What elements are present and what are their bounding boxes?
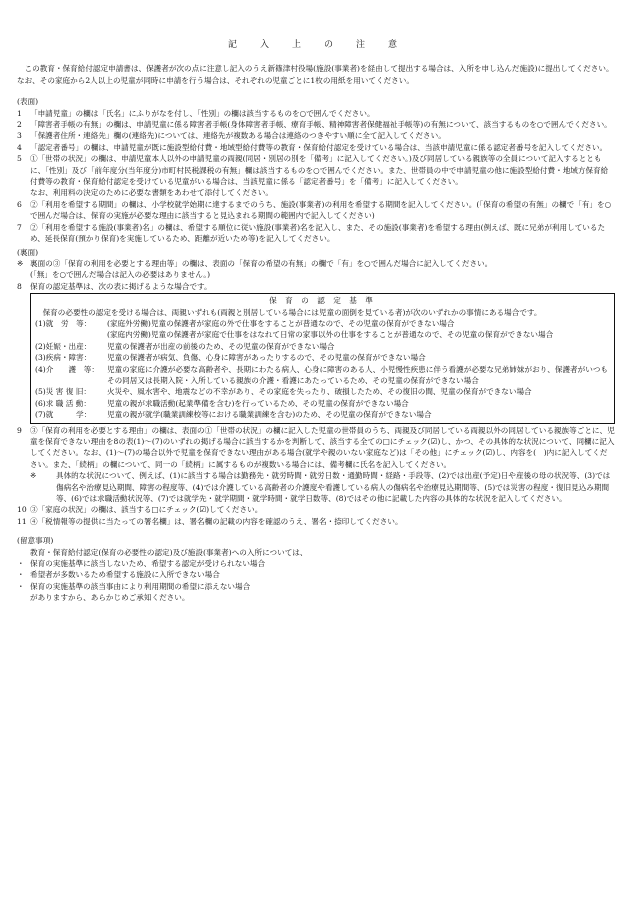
item-number: 11 bbox=[17, 516, 27, 526]
front-items-list bbox=[17, 108, 615, 245]
criteria-value: 児童の家庭に介護が必要な高齢者や、長期にわたる病人、心身に障害のある人、小児慢性疾患に伴う看護が必要な兄弟姉妹がおり、保護者がいつもその同居又は長期入院・入所している親族の介護・看護にあたっているため、その児童の保育ができない場合 bbox=[107, 364, 609, 385]
bullet-icon: ・ bbox=[17, 559, 25, 569]
criteria-key: (5)災 害 復 旧： bbox=[35, 387, 91, 397]
front-item-6 bbox=[17, 199, 615, 222]
back-item-9 bbox=[17, 425, 615, 471]
item-text: ①「世帯の状況」の欄は、申請児童本人以外の申請児童の両親(同居・別居の別を「備考」に記入してください。)及び同居している親族等の全員について記入するとともに、「性別」及び「前年度分(当年度分)市町村民税課税の有無」欄は該当するものを○で囲んでください。また、世帯員の中で申請児童の他に施設型給付費・地域方保育給付費等の教育・保育給付認定を受けている児童がいる場合は、当該児童に係る「認定者番号」を「備考」に記入してください。 bbox=[30, 154, 609, 187]
criteria-row bbox=[35, 386, 610, 397]
remarks-text: 保育の実施基準の該当事由により利用期間の希望に添えない場合 bbox=[30, 581, 251, 591]
criteria-row bbox=[35, 409, 610, 420]
back-note-2: (「無」を○で囲んだ場合は記入の必要はありません。) bbox=[30, 270, 211, 280]
remarks-text: 希望者が多数いるため希望する施設に入所できない場合 bbox=[30, 570, 220, 580]
criteria-value: (家庭外労働)児童の保護者が家庭の外で仕事をすることが普通なので、その児童の保育ができない場合 bbox=[107, 318, 455, 328]
front-item-1 bbox=[17, 108, 615, 119]
remarks-heading: (留意事項) bbox=[17, 536, 54, 546]
remarks-end: がありますから、あらかじめご承知ください。 bbox=[30, 593, 190, 603]
back-note-mark: ※ bbox=[17, 258, 24, 268]
criteria-box bbox=[30, 293, 615, 423]
criteria-key: (6)求 職 活 動： bbox=[35, 398, 91, 408]
intro-paragraph: この教育・保育給付認定申請書は、保護者が次の点に注意し記入のうえ新篠津村役場(施設(事業者)を経由して提出する場合は、入所を申し込んだ施設)に提出してください。なお、その家庭から2人以上の児童が同時に申請を行う場合は、それぞれの児童ごとに1枚の用紙を用いてください。 bbox=[17, 64, 614, 85]
criteria-row bbox=[35, 318, 610, 329]
bullet-icon: ・ bbox=[17, 570, 25, 580]
remarks-item bbox=[17, 581, 615, 592]
criteria-row bbox=[35, 341, 610, 352]
back-note bbox=[17, 258, 615, 269]
front-item-7 bbox=[17, 222, 615, 245]
item-number: 9 bbox=[17, 425, 22, 435]
criteria-row bbox=[35, 352, 610, 363]
item-number: 10 bbox=[17, 505, 27, 515]
remarks-list bbox=[17, 558, 615, 592]
remarks-intro: 教育・保育給付認定(保育の必要性の認定)及び施設(事業者)への入所については、 bbox=[30, 547, 308, 557]
item-number: 2 bbox=[17, 120, 22, 130]
front-item-2 bbox=[17, 119, 615, 130]
criteria-value: 火災や、風水害や、地震などの不幸があり、その家庭を失ったり、破損したため、その復旧の間、児童の保育ができない場合 bbox=[107, 387, 532, 397]
bullet-icon: ・ bbox=[17, 581, 25, 591]
back-heading: (裏面) bbox=[17, 247, 39, 257]
front-heading: (表面) bbox=[17, 97, 39, 107]
item-number: 7 bbox=[17, 222, 22, 232]
item-text: ②「利用を希望する期間」の欄は、小学校就学始期に達するまでのうち、施設(事業者)の利用を希望する期間を記入してください。(「保育の希望の有無」の欄で「有」を○で囲んだ場合は、保育の実施が必要な理由に該当すると見込まれる期間の範囲内で記入してください) bbox=[30, 199, 612, 221]
back-item-10 bbox=[17, 504, 615, 515]
criteria-value: 児童の保護者が出産の前後のため、その児童の保育ができない場合 bbox=[107, 341, 335, 351]
front-item-5 bbox=[17, 153, 615, 187]
criteria-value: 児童の親が就学(職業訓練校等における職業訓練を含む)のため、その児童の保育ができない場合 bbox=[107, 410, 432, 420]
item-text: 「障害者手帳の有無」の欄は、申請児童に係る障害者手帳(身体障害者手帳、療育手帳、精神障害者保健福祉手帳等)の有無について、該当するものを○で囲んでください。 bbox=[30, 120, 612, 130]
back-items-list bbox=[17, 425, 615, 471]
item-number: 5 bbox=[17, 154, 22, 164]
front-item-4 bbox=[17, 142, 615, 153]
item-text: 「認定者番号」の欄は、申請児童が既に施設型給付費・地域型給付費等の教育・保育給付認定を受けている場合は、当該申請児童に係る認定者番号を記入してください。 bbox=[30, 142, 608, 152]
remarks-item bbox=[17, 558, 615, 569]
criteria-row bbox=[35, 398, 610, 409]
criteria-value: 児童の親が求職活動(起業準備を含む)を行っているため、その児童の保育ができない場合 bbox=[107, 398, 409, 408]
criteria-key: (1)就 労 等： bbox=[35, 318, 92, 328]
back-item-11 bbox=[17, 516, 615, 527]
criteria-key: (4)介 護 等： bbox=[35, 364, 99, 374]
item-number: 4 bbox=[17, 142, 22, 152]
front-item-cont bbox=[17, 187, 615, 198]
front-item-3 bbox=[17, 130, 615, 141]
item-9-note-text: 具体的な状況について、例えば、(1)に該当する場合は勤務先・就労時間・就労日数・通勤時間・経路・手段等、(2)では出産(予定)日や産後の母の状況等、(3)では傷病名や治療見込期間、障害の程度等、(4)では介護している高齢者の介護度や看護している病人の傷病名や治療見込期間等、(5)では災害の程度・復旧見込み期間等、(6)では求職活動状況等、(7)では就学先・就学期間・就学時間・就学日数等、(8)ではその他に記載した内容の具体的な状況を記入してください。 bbox=[56, 471, 611, 504]
item-text: なお、利用料の決定のために必要な書類をあわせて添付してください。 bbox=[30, 188, 273, 198]
criteria-key: (7)就 学： bbox=[35, 410, 92, 420]
item-number: 3 bbox=[17, 131, 22, 141]
item-8-number: 8 bbox=[17, 281, 22, 291]
back-note-text: 裏面の③「保育の利用を必要とする理由等」の欄は、表面の「保育の希望の有無」の欄で「有」を○で囲んだ場合に記入してください。 bbox=[30, 258, 493, 268]
item-8 bbox=[17, 281, 615, 292]
criteria-value: (家庭内労働)児童の保護者が家庭で仕事をはなれて日常の家事以外の仕事をすることが普通なので、その児童の保育ができない場合 bbox=[107, 330, 554, 340]
item-text: ②「利用を希望する施設(事業者)名」の欄は、希望する順位に従い施設(事業者)名を記入し、また、その施設(事業者)を希望する理由(例えば、既に兄弟が利用しているため、延長保育(預かり保育)を実施しているため、距離が近いため等)を記入してください。 bbox=[30, 222, 606, 244]
item-text: 「保護者住所・連絡先」欄の(連絡先)については、連絡先が複数ある場合は連絡のつきやすい順に全て記入してください。 bbox=[30, 131, 446, 141]
criteria-row bbox=[35, 329, 610, 340]
item-8-text: 保育の認定基準は、次の表に掲げるような場合です。 bbox=[30, 281, 212, 291]
item-text: 「申請児童」の欄は「氏名」にふりがなを付し、「性別」の欄は該当するものを○で囲んでください。 bbox=[30, 108, 375, 118]
criteria-title: 保 育 の 認 定 基 準 bbox=[269, 296, 376, 306]
item-text: ④「税情報等の提供に当たっての署名欄」は、署名欄の記載の内容を確認のうえ、署名・捺印してください。 bbox=[30, 516, 403, 526]
remarks-item bbox=[17, 569, 615, 580]
criteria-key: (3)疾病・障害： bbox=[35, 353, 92, 363]
item-number: 6 bbox=[17, 199, 22, 209]
criteria-row bbox=[35, 364, 610, 387]
criteria-intro: 保育の必要性の認定を受ける場合は、両親いずれも(両親と別居している場合には児童の面倒を見ている者)が次のいずれかの事情にある場合です。 bbox=[42, 307, 542, 317]
item-number: 1 bbox=[17, 108, 22, 118]
criteria-key bbox=[35, 329, 107, 340]
criteria-value: 児童の保護者が病気、負傷、心身に障害があったりするので、その児童の保育ができない場合 bbox=[107, 353, 426, 363]
item-text: ③「保育の利用を必要とする理由」の欄は、表面の①「世帯の状況」の欄に記入した児童の世帯員のうち、両親及び同居している両親以外の同居している親族等ごとに、児童を保育できない理由を8の表(1)～(7)のいずれの掲げる場合に該当するかを判断して、該当する全ての□にチェック(☑)し、かつ、その具体的な状況について、同欄に記入してください。なお、(1)～(7)の場合以外で児童を保育できない理由がある場合(就学や親のいない家庭など)は「その他」にチェック(☑)し、内容を( )内に記入してください。また、「続柄」の欄について、同一の「続柄」に属するものが複数いる場合には、備考欄に氏名を記入してください。 bbox=[30, 425, 615, 469]
document-title: 記 入 上 の 注 意 bbox=[227, 40, 404, 50]
remarks-text: 保育の実施基準に該当しないため、希望する認定が受けられない場合 bbox=[30, 559, 266, 569]
criteria-key: (2)妊娠・出産： bbox=[35, 341, 92, 351]
item-text: ③「家庭の状況」の欄は、該当する□にチェック(☑)してください。 bbox=[30, 505, 263, 515]
back-items-list-2 bbox=[17, 504, 615, 527]
item-9-note bbox=[17, 470, 615, 504]
item-9-note-mark: ※ bbox=[30, 471, 37, 481]
criteria-rows bbox=[35, 318, 610, 421]
